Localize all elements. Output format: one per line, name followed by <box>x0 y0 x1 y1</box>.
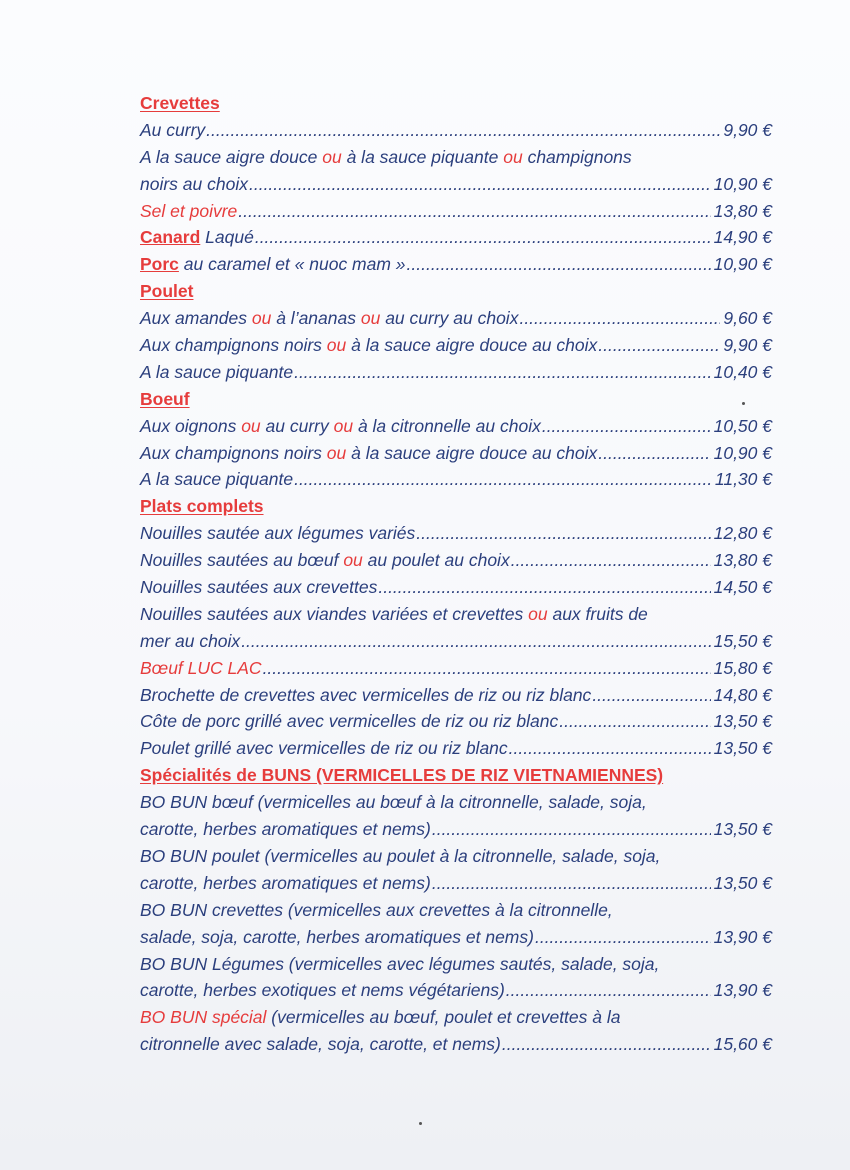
menu-list <box>140 90 772 1058</box>
item-text-segment: Brochette de crevettes avec vermicelles de riz ou riz blanc <box>140 684 592 705</box>
paper-speck <box>419 1122 422 1125</box>
menu-item-name <box>140 413 541 440</box>
item-text-segment: carotte, herbes aromatiques et nems) <box>140 819 431 840</box>
item-text-segment: à la sauce aigre douce au choix <box>346 442 598 463</box>
menu-item-name <box>140 440 597 467</box>
dot-leader <box>241 628 710 655</box>
item-text-segment: Bœuf LUC LAC <box>140 657 262 678</box>
menu-item-name <box>140 628 240 655</box>
item-text-segment: Nouilles sautées aux crevettes <box>140 577 378 598</box>
item-text-segment: à la citronnelle au choix <box>353 415 541 436</box>
item-text-segment: ou <box>333 415 354 436</box>
dot-leader <box>559 708 710 735</box>
menu-item <box>140 198 772 225</box>
item-text-segment: champignons <box>522 146 632 167</box>
item-text-segment: Aux oignons <box>140 415 242 436</box>
item-text-segment: noirs au choix <box>140 173 248 194</box>
section-heading-text: Poulet <box>140 281 194 302</box>
menu-item-name <box>140 171 248 198</box>
item-text-segment: Laqué <box>200 227 254 248</box>
item-text-segment: BO BUN spécial <box>140 1007 267 1028</box>
item-text-segment: Sel et poivre <box>140 200 238 221</box>
menu-item-name <box>140 520 415 547</box>
dot-leader <box>432 816 711 843</box>
menu-item-price: 14,90 € <box>713 227 772 248</box>
menu-item-line <box>140 843 772 870</box>
dot-leader <box>519 305 720 332</box>
item-text-segment: au poulet au choix <box>362 550 510 571</box>
item-text-segment: Aux amandes <box>140 308 252 329</box>
menu-item-name <box>140 708 558 735</box>
menu-item <box>140 1031 772 1058</box>
dot-leader <box>509 735 711 762</box>
menu-item <box>140 682 772 709</box>
item-text-segment: mer au choix <box>140 630 241 651</box>
menu-item-price: 14,50 € <box>713 577 772 598</box>
menu-item-name <box>140 466 293 493</box>
item-text-segment: ou <box>326 442 347 463</box>
item-text-segment: Côte de porc grillé avec vermicelles de riz ou riz blanc <box>140 711 559 732</box>
section-heading-text: Crevettes <box>140 93 220 113</box>
item-text-segment: ou <box>343 550 363 571</box>
item-text-segment: Aux champignons noirs <box>140 442 327 463</box>
menu-item <box>140 224 772 251</box>
menu-item-price: 10,90 € <box>713 254 772 275</box>
menu-item-price: 11,30 € <box>714 469 772 490</box>
item-text-segment: au curry <box>260 415 334 436</box>
menu-item-name <box>140 574 377 601</box>
item-text-segment: ou <box>360 308 381 329</box>
dot-leader <box>542 413 711 440</box>
dot-leader <box>511 547 711 574</box>
dot-leader <box>598 440 710 467</box>
item-text-segment: A la sauce piquante <box>140 361 294 382</box>
menu-item-line <box>140 789 772 816</box>
menu-item-line <box>140 951 772 978</box>
section-heading <box>140 493 772 520</box>
menu-item-name <box>140 735 508 762</box>
menu-item <box>140 117 772 144</box>
section-heading <box>140 90 772 117</box>
item-text-segment: Nouilles sautées aux viandes variées et crevettes <box>140 603 529 624</box>
item-text-segment: citronnelle avec salade, soja, carotte, et nems) <box>140 1034 501 1055</box>
item-text-segment: ou <box>503 146 523 167</box>
menu-item-name <box>140 224 254 251</box>
dot-leader <box>502 1031 711 1058</box>
item-text-segment: salade, soja, carotte, herbes aromatiques et nems) <box>140 926 534 947</box>
menu-item-price: 13,50 € <box>713 872 772 893</box>
menu-item-price: 13,50 € <box>713 819 772 840</box>
item-text-segment: ou <box>241 415 261 436</box>
menu-item-name <box>140 924 534 951</box>
menu-item-price: 13,90 € <box>713 980 772 1001</box>
menu-item-price: 9,60 € <box>723 308 772 329</box>
item-text-segment: ou <box>326 335 347 356</box>
menu-item-price: 13,50 € <box>713 711 772 732</box>
paper-speck <box>742 402 745 405</box>
menu-item-price: 13,80 € <box>713 550 772 571</box>
menu-item-name <box>140 547 510 574</box>
item-text-segment: Canard <box>140 227 201 248</box>
menu-item <box>140 171 772 198</box>
section-heading <box>140 278 772 305</box>
menu-item-price: 15,80 € <box>713 657 772 678</box>
item-text-segment: à la sauce piquante <box>341 146 504 167</box>
menu-item <box>140 440 772 467</box>
menu-item-price: 9,90 € <box>723 119 772 140</box>
dot-leader <box>407 251 711 278</box>
menu-item-line <box>140 897 772 924</box>
menu-item <box>140 466 772 493</box>
menu-item <box>140 359 772 386</box>
menu-item-name <box>140 359 293 386</box>
section-heading-text: Plats complets <box>140 496 264 517</box>
section-heading <box>140 762 772 789</box>
item-text-segment: carotte, herbes exotiques et nems végétariens) <box>140 980 505 1001</box>
item-text-segment: BO BUN poulet (vermicelles au poulet à la citronnelle, salade, soja, <box>140 845 661 866</box>
item-text-segment: Aux champignons noirs <box>140 335 327 356</box>
item-text-segment: aux fruits de <box>547 603 648 624</box>
menu-item <box>140 413 772 440</box>
item-text-segment: au caramel et « nuoc mam » <box>178 254 406 275</box>
menu-item <box>140 547 772 574</box>
menu-item-price: 13,80 € <box>713 200 772 221</box>
item-text-segment: BO BUN bœuf (vermicelles au bœuf à la citronnelle, salade, soja, <box>140 792 647 813</box>
dot-leader <box>263 655 711 682</box>
item-text-segment: Au curry <box>140 119 206 140</box>
section-heading-text: Spécialités de BUNS (VERMICELLES DE RIZ VIETNAMIENNES) <box>140 765 664 786</box>
menu-item-price: 10,40 € <box>713 361 772 382</box>
item-text-segment: Porc <box>140 254 179 275</box>
menu-item-price: 15,50 € <box>713 630 772 651</box>
menu-item-name <box>140 1031 501 1058</box>
menu-item-name <box>140 870 431 897</box>
menu-item-price: 10,90 € <box>713 173 772 194</box>
menu-item-price: 9,90 € <box>723 335 772 356</box>
menu-item <box>140 332 772 359</box>
section-heading <box>140 386 772 413</box>
item-text-segment: carotte, herbes aromatiques et nems) <box>140 872 431 893</box>
menu-item-price: 10,90 € <box>713 442 772 463</box>
menu-item-name <box>140 305 518 332</box>
item-text-segment: ou <box>322 146 342 167</box>
menu-item-name <box>140 977 505 1004</box>
menu-item <box>140 924 772 951</box>
dot-leader <box>294 359 711 386</box>
dot-leader <box>416 520 710 547</box>
menu-item <box>140 520 772 547</box>
menu-item-name <box>140 682 591 709</box>
menu-item <box>140 305 772 332</box>
item-text-segment: BO BUN crevettes (vermicelles aux crevettes à la citronnelle, <box>140 899 613 920</box>
menu-item-price: 12,80 € <box>713 523 772 544</box>
menu-item <box>140 977 772 1004</box>
menu-item-line <box>140 1004 772 1031</box>
menu-item-name <box>140 117 205 144</box>
menu-item-name <box>140 816 431 843</box>
item-text-segment: Nouilles sautée aux légumes variés <box>140 523 416 544</box>
dot-leader <box>294 466 712 493</box>
menu-item <box>140 655 772 682</box>
dot-leader <box>255 224 711 251</box>
menu-item <box>140 708 772 735</box>
dot-leader <box>535 924 711 951</box>
item-text-segment: (vermicelles au bœuf, poulet et crevettes à la <box>266 1007 621 1028</box>
menu-item-price: 13,90 € <box>713 926 772 947</box>
menu-item <box>140 870 772 897</box>
item-text-segment: à la sauce aigre douce au choix <box>346 335 598 356</box>
dot-leader <box>432 870 711 897</box>
menu-item-name <box>140 332 597 359</box>
menu-item-price: 14,80 € <box>713 684 772 705</box>
menu-item-price: 10,50 € <box>713 415 772 436</box>
menu-item-price: 13,50 € <box>713 738 772 759</box>
menu-item <box>140 628 772 655</box>
item-text-segment: Nouilles sautées au bœuf <box>140 550 344 571</box>
menu-item <box>140 574 772 601</box>
menu-item-price: 15,60 € <box>713 1034 772 1055</box>
menu-item-line <box>140 144 772 171</box>
item-text-segment: A la sauce aigre douce <box>140 146 323 167</box>
dot-leader <box>206 117 720 144</box>
dot-leader <box>506 977 711 1004</box>
item-text-segment: Poulet grillé avec vermicelles de riz ou riz blanc <box>140 738 508 759</box>
item-text-segment: BO BUN Légumes (vermicelles avec légumes sautés, salade, soja, <box>140 953 660 974</box>
item-text-segment: au curry au choix <box>380 308 519 329</box>
menu-item-name <box>140 251 406 278</box>
item-text-segment: A la sauce piquante <box>140 469 294 490</box>
dot-leader <box>598 332 720 359</box>
dot-leader <box>378 574 710 601</box>
menu-item <box>140 816 772 843</box>
section-heading-text: Boeuf <box>140 388 190 409</box>
item-text-segment: ou <box>528 603 548 624</box>
menu-item-name <box>140 198 237 225</box>
menu-item-name <box>140 655 262 682</box>
dot-leader <box>592 682 710 709</box>
dot-leader <box>238 198 710 225</box>
menu-item <box>140 735 772 762</box>
item-text-segment: à l’ananas <box>271 308 361 329</box>
menu-item <box>140 251 772 278</box>
item-text-segment: ou <box>251 308 272 329</box>
dot-leader <box>249 171 711 198</box>
menu-item-line <box>140 601 772 628</box>
